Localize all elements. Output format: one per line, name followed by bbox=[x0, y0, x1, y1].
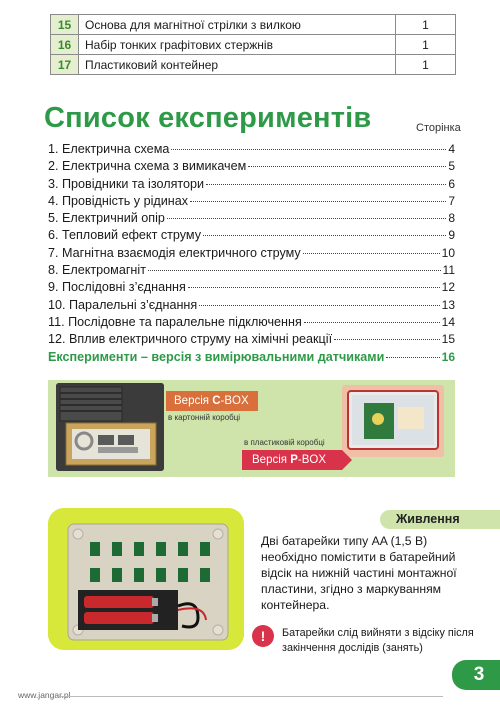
toc-entry-page: 14 bbox=[441, 314, 455, 329]
parts-table-row bbox=[51, 35, 456, 55]
toc-leader-dots bbox=[386, 357, 439, 358]
toc-entry-page: 16 bbox=[441, 349, 455, 364]
toc-entry bbox=[48, 280, 455, 297]
page-column-label: Сторінка bbox=[416, 122, 461, 134]
footer-divider bbox=[58, 696, 443, 697]
toc-entry-title: Експерименти – версія з вимірювальними датчиками bbox=[48, 349, 385, 364]
part-name: Основа для магнітної стрілки з вилкою bbox=[79, 15, 396, 35]
parts-table bbox=[50, 14, 456, 75]
toc-entry-title: 9. Послідовні з’єднання bbox=[48, 280, 186, 295]
parts-table-row bbox=[51, 55, 456, 75]
toc-entry-page: 15 bbox=[441, 332, 455, 347]
part-quantity: 1 bbox=[396, 35, 456, 55]
footer-url: www.jangar.pl bbox=[18, 690, 71, 700]
toc-entry-title: 3. Провідники та ізолятори bbox=[48, 176, 205, 191]
toc-leader-dots bbox=[199, 305, 439, 306]
toc-leader-dots bbox=[171, 149, 446, 150]
toc-entry bbox=[48, 211, 455, 228]
toc-entry bbox=[48, 246, 455, 263]
page-title: Список експериментів bbox=[44, 102, 372, 134]
toc-leader-dots bbox=[304, 322, 440, 323]
warning-icon: ! bbox=[252, 625, 274, 647]
toc-leader-dots bbox=[303, 253, 440, 254]
part-name: Набір тонких графітових стержнів bbox=[79, 35, 396, 55]
toc-entry-title: 2. Електрична схема з вимикачем bbox=[48, 159, 247, 174]
toc-entry-title: 7. Магнітна взаємодія електричного струму bbox=[48, 245, 301, 260]
toc-entry bbox=[48, 350, 455, 367]
battery-compartment-photo bbox=[48, 508, 244, 650]
p-box-photo bbox=[342, 385, 444, 457]
toc-entry bbox=[48, 263, 455, 280]
p-box-version-label: Версія P-BOX bbox=[242, 450, 342, 470]
c-box-caption: в картонній коробці bbox=[168, 413, 241, 422]
experiments-list bbox=[48, 142, 455, 367]
part-number: 16 bbox=[51, 35, 79, 55]
toc-entry bbox=[48, 315, 455, 332]
toc-entry-page: 5 bbox=[448, 159, 455, 174]
toc-entry-title: 10. Паралельні з’єднання bbox=[48, 297, 198, 312]
toc-entry-page: 8 bbox=[448, 211, 455, 226]
toc-entry-page: 6 bbox=[448, 176, 455, 191]
toc-entry-title: 1. Електрична схема bbox=[48, 142, 170, 156]
toc-entry-page: 13 bbox=[441, 297, 455, 312]
toc-leader-dots bbox=[206, 184, 446, 185]
toc-entry bbox=[48, 159, 455, 176]
toc-entry-page: 4 bbox=[448, 142, 455, 156]
part-number: 17 bbox=[51, 55, 79, 75]
battery-warning: Батарейки слід вийняти з відсіку після закінчення дослідів (занять) bbox=[282, 627, 474, 654]
power-section-heading: Живлення bbox=[380, 510, 500, 529]
toc-entry bbox=[48, 228, 455, 245]
c-box-version-label: Версія C-BOX bbox=[166, 391, 258, 411]
toc-entry-page: 10 bbox=[441, 245, 455, 260]
toc-entry bbox=[48, 194, 455, 211]
toc-entry-title: 6. Тепловий ефект струму bbox=[48, 228, 202, 243]
toc-leader-dots bbox=[248, 166, 446, 167]
part-quantity: 1 bbox=[396, 55, 456, 75]
toc-entry-title: 5. Електричний опір bbox=[48, 211, 165, 226]
toc-entry-page: 12 bbox=[441, 280, 455, 295]
page-number-badge: 3 bbox=[452, 660, 500, 690]
toc-entry bbox=[48, 332, 455, 349]
toc-entry-page: 11 bbox=[442, 263, 455, 278]
toc-entry-title: 4. Провідність у рідинах bbox=[48, 193, 189, 208]
toc-entry bbox=[48, 298, 455, 315]
part-quantity: 1 bbox=[396, 15, 456, 35]
power-instructions: Дві батарейки типу AA (1,5 В) необхідно помістити в батарейний відсік на нижній частині монтажної пластини, згідно з маркуванням контейнера. bbox=[261, 534, 457, 612]
toc-leader-dots bbox=[334, 339, 440, 340]
toc-entry-title: 12. Вплив електричного струму на хімічні реакції bbox=[48, 332, 333, 347]
toc-leader-dots bbox=[188, 287, 440, 288]
toc-leader-dots bbox=[203, 235, 446, 236]
toc-entry bbox=[48, 142, 455, 159]
toc-entry bbox=[48, 177, 455, 194]
part-name: Пластиковий контейнер bbox=[79, 55, 396, 75]
parts-table-row bbox=[51, 15, 456, 35]
p-box-caption: в пластиковій коробці bbox=[244, 438, 325, 447]
part-number: 15 bbox=[51, 15, 79, 35]
toc-leader-dots bbox=[148, 270, 441, 271]
toc-leader-dots bbox=[167, 218, 446, 219]
toc-entry-title: 11. Послідовне та паралельне підключення bbox=[48, 314, 302, 329]
toc-entry-page: 7 bbox=[448, 193, 455, 208]
toc-leader-dots bbox=[190, 201, 446, 202]
toc-entry-title: 8. Електромагніт bbox=[48, 263, 146, 278]
c-box-photo bbox=[56, 383, 164, 471]
toc-entry-page: 9 bbox=[448, 228, 455, 243]
